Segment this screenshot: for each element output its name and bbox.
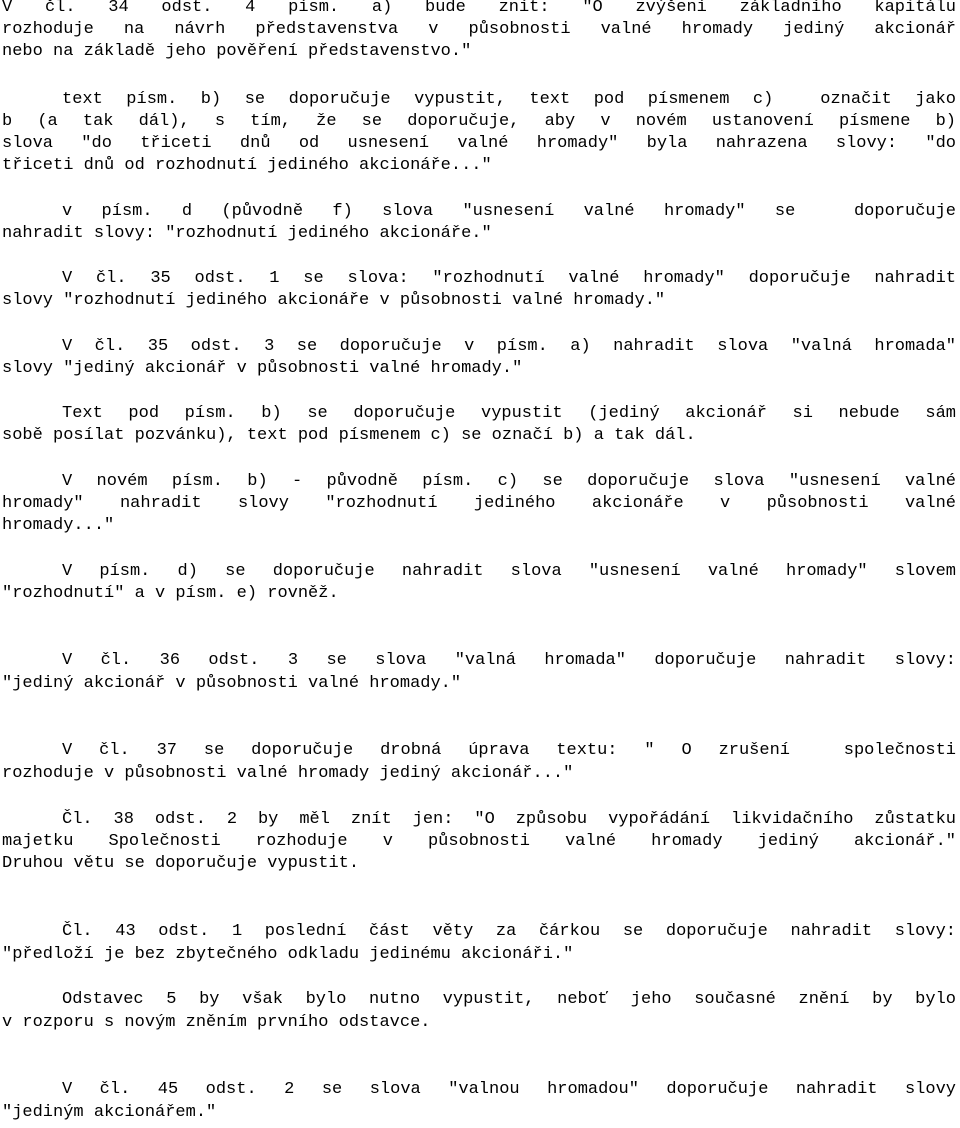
paragraph-8-line-2: "rozhodnutí" a v písm. e) rovněž.: [2, 584, 339, 603]
paragraph-6-line-1: Text pod písm. b) se doporučuje vypustit (jediný akcionář si nebude sám: [62, 404, 956, 423]
paragraph-2-line-4: třiceti dnů od rozhodnutí jediného akcionáře...": [2, 156, 492, 175]
paragraph-8-line-1: V písm. d) se doporučuje nahradit slova "usnesení valné hromady" slovem: [62, 562, 956, 581]
paragraph-11-line-2: majetku Společnosti rozhoduje v působnosti valné hromady jediný akcionář.": [2, 832, 956, 851]
paragraph-7-line-3: hromady...": [2, 516, 115, 535]
paragraph-6-line-2: sobě posílat pozvánku), text pod písmenem c) se označí b) a tak dál.: [2, 426, 696, 445]
paragraph-10-line-1: V čl. 37 se doporučuje drobná úprava textu: " O zrušení společnosti: [62, 741, 956, 760]
paragraph-9-line-1: V čl. 36 odst. 3 se slova "valná hromada" doporučuje nahradit slovy:: [62, 651, 956, 670]
paragraph-14-line-2: "jediným akcionářem.": [2, 1103, 217, 1122]
paragraph-14-line-1: V čl. 45 odst. 2 se slova "valnou hromadou" doporučuje nahradit slovy: [62, 1080, 956, 1099]
paragraph-13-line-1: Odstavec 5 by však bylo nutno vypustit, neboť jeho současné znění by bylo: [62, 990, 956, 1009]
paragraph-5-line-1: V čl. 35 odst. 3 se doporučuje v písm. a) nahradit slova "valná hromada": [62, 337, 956, 356]
paragraph-12-line-1: Čl. 43 odst. 1 poslední část věty za čárkou se doporučuje nahradit slovy:: [62, 922, 956, 941]
paragraph-11-line-1: Čl. 38 odst. 2 by měl znít jen: "O způsobu vypořádání likvidačního zůstatku: [62, 810, 956, 829]
paragraph-9-line-2: "jediný akcionář v působnosti valné hromady.": [2, 674, 462, 693]
paragraph-10-line-2: rozhoduje v působnosti valné hromady jediný akcionář...": [2, 764, 574, 783]
paragraph-12-line-2: "předloží je bez zbytečného odkladu jedinému akcionáři.": [2, 945, 574, 964]
paragraph-2-line-1: text písm. b) se doporučuje vypustit, text pod písmenem c) označit jako: [62, 90, 956, 109]
paragraph-4-line-1: V čl. 35 odst. 1 se slova: "rozhodnutí valné hromady" doporučuje nahradit: [62, 269, 956, 288]
paragraph-5-line-2: slovy "jediný akcionář v působnosti valné hromady.": [2, 359, 523, 378]
paragraph-2-line-3: slova "do třiceti dnů od usnesení valné hromady" byla nahrazena slovy: "do: [2, 134, 956, 153]
paragraph-13-line-2: v rozporu s novým zněním prvního odstavce.: [2, 1013, 431, 1032]
paragraph-7-line-1: V novém písm. b) - původně písm. c) se doporučuje slova "usnesení valné: [62, 472, 956, 491]
paragraph-3-line-1: v písm. d (původně f) slova "usnesení valné hromady" se doporučuje: [62, 202, 956, 221]
paragraph-2-line-2: b (a tak dál), s tím, že se doporučuje, aby v novém ustanovení písmene b): [2, 112, 956, 131]
paragraph-1-line-3: nebo na základě jeho pověření představenstvo.": [2, 42, 472, 61]
paragraph-4-line-2: slovy "rozhodnutí jediného akcionáře v působnosti valné hromady.": [2, 291, 666, 310]
paragraph-3-line-2: nahradit slovy: "rozhodnutí jediného akcionáře.": [2, 224, 492, 243]
paragraph-1-line-1: V čl. 34 odst. 4 písm. a) bude znít: "O zvýšení základního kapitálu: [2, 0, 956, 17]
paragraph-7-line-2: hromady" nahradit slovy "rozhodnutí jediného akcionáře v působnosti valné: [2, 494, 956, 513]
paragraph-1-line-2: rozhoduje na návrh představenstva v působnosti valné hromady jediný akcionář: [2, 20, 956, 39]
paragraph-11-line-3: Druhou větu se doporučuje vypustit.: [2, 854, 360, 873]
